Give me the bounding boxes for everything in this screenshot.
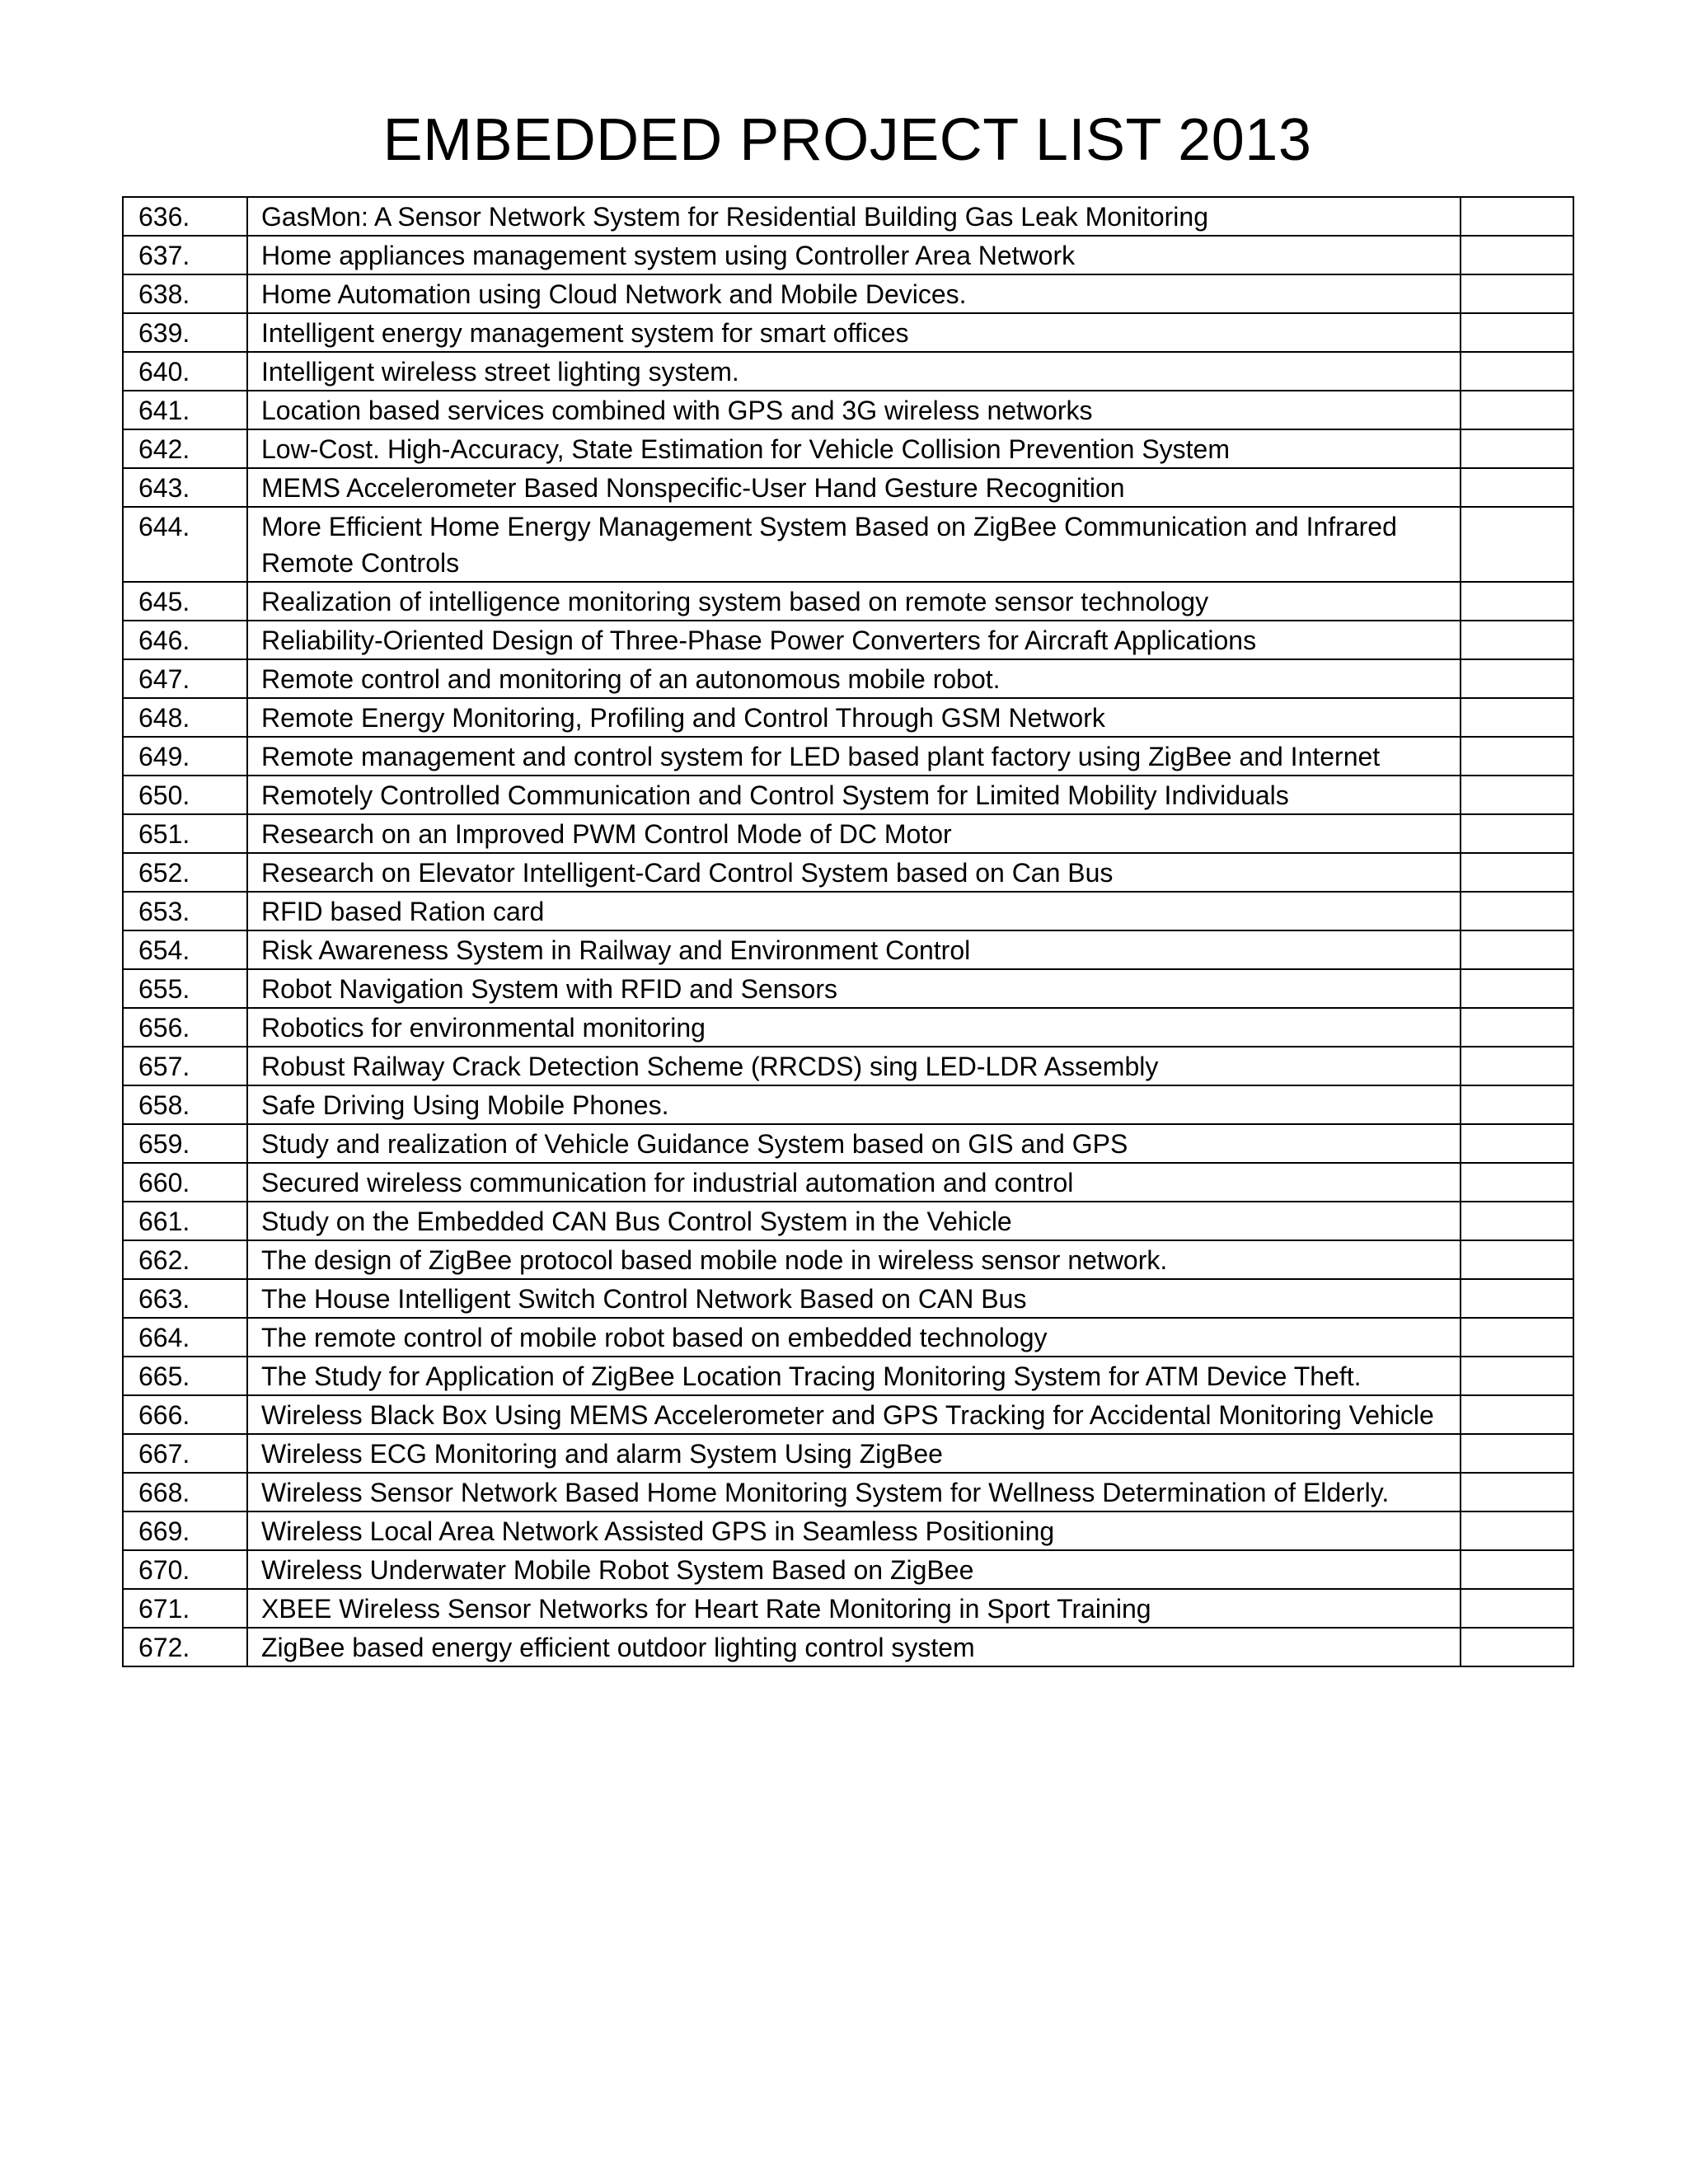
empty-cell bbox=[1461, 969, 1573, 1008]
project-number: 648. bbox=[123, 698, 247, 737]
project-number: 667. bbox=[123, 1434, 247, 1473]
table-row bbox=[123, 621, 1573, 659]
empty-cell bbox=[1461, 236, 1573, 274]
project-number: 660. bbox=[123, 1163, 247, 1202]
project-title: Wireless Sensor Network Based Home Monitoring System for Wellness Determination of Elderly. bbox=[247, 1473, 1461, 1511]
project-title: GasMon: A Sensor Network System for Residential Building Gas Leak Monitoring bbox=[247, 197, 1461, 236]
project-number: 651. bbox=[123, 814, 247, 853]
empty-cell bbox=[1461, 698, 1573, 737]
page-title: EMBEDDED PROJECT LIST 2013 bbox=[382, 107, 1312, 173]
project-title: Wireless Local Area Network Assisted GPS in Seamless Positioning bbox=[247, 1511, 1461, 1550]
table-row bbox=[123, 1357, 1573, 1395]
empty-cell bbox=[1461, 468, 1573, 507]
table-row bbox=[123, 468, 1573, 507]
project-number: 655. bbox=[123, 969, 247, 1008]
project-title: Robot Navigation System with RFID and Sensors bbox=[247, 969, 1461, 1008]
empty-cell bbox=[1461, 853, 1573, 892]
project-number: 662. bbox=[123, 1240, 247, 1279]
table-row bbox=[123, 1047, 1573, 1085]
table-row bbox=[123, 429, 1573, 468]
project-table bbox=[122, 196, 1574, 1667]
project-table-body bbox=[123, 197, 1573, 1666]
project-title: RFID based Ration card bbox=[247, 892, 1461, 930]
project-title: XBEE Wireless Sensor Networks for Heart Rate Monitoring in Sport Training bbox=[247, 1589, 1461, 1628]
table-row bbox=[123, 737, 1573, 776]
table-row bbox=[123, 1202, 1573, 1240]
table-row bbox=[123, 507, 1573, 582]
project-number: 657. bbox=[123, 1047, 247, 1085]
project-title: Remote control and monitoring of an autonomous mobile robot. bbox=[247, 659, 1461, 698]
project-number: 636. bbox=[123, 197, 247, 236]
project-number: 650. bbox=[123, 776, 247, 814]
project-title: The Study for Application of ZigBee Location Tracing Monitoring System for ATM Device Theft. bbox=[247, 1357, 1461, 1395]
table-row bbox=[123, 1395, 1573, 1434]
empty-cell bbox=[1461, 352, 1573, 391]
empty-cell bbox=[1461, 1163, 1573, 1202]
project-title: Research on Elevator Intelligent-Card Control System based on Can Bus bbox=[247, 853, 1461, 892]
empty-cell bbox=[1461, 1357, 1573, 1395]
project-title: The design of ZigBee protocol based mobile node in wireless sensor network. bbox=[247, 1240, 1461, 1279]
empty-cell bbox=[1461, 1511, 1573, 1550]
project-number: 637. bbox=[123, 236, 247, 274]
empty-cell bbox=[1461, 313, 1573, 352]
project-title: Wireless Black Box Using MEMS Accelerometer and GPS Tracking for Accidental Monitoring Vehicle bbox=[247, 1395, 1461, 1434]
project-number: 670. bbox=[123, 1550, 247, 1589]
empty-cell bbox=[1461, 1008, 1573, 1047]
project-number: 649. bbox=[123, 737, 247, 776]
project-number: 665. bbox=[123, 1357, 247, 1395]
project-title: Remote management and control system for LED based plant factory using ZigBee and Internet bbox=[247, 737, 1461, 776]
table-row bbox=[123, 814, 1573, 853]
empty-cell bbox=[1461, 1550, 1573, 1589]
project-title: The House Intelligent Switch Control Network Based on CAN Bus bbox=[247, 1279, 1461, 1318]
empty-cell bbox=[1461, 814, 1573, 853]
table-row bbox=[123, 698, 1573, 737]
empty-cell bbox=[1461, 737, 1573, 776]
table-row bbox=[123, 1163, 1573, 1202]
project-title: Realization of intelligence monitoring system based on remote sensor technology bbox=[247, 582, 1461, 621]
table-row bbox=[123, 853, 1573, 892]
project-title: Safe Driving Using Mobile Phones. bbox=[247, 1085, 1461, 1124]
project-number: 638. bbox=[123, 274, 247, 313]
project-title: MEMS Accelerometer Based Nonspecific-User Hand Gesture Recognition bbox=[247, 468, 1461, 507]
project-number: 641. bbox=[123, 391, 247, 429]
empty-cell bbox=[1461, 197, 1573, 236]
empty-cell bbox=[1461, 1318, 1573, 1357]
empty-cell bbox=[1461, 1473, 1573, 1511]
empty-cell bbox=[1461, 507, 1573, 582]
project-title: Remote Energy Monitoring, Profiling and Control Through GSM Network bbox=[247, 698, 1461, 737]
project-number: 666. bbox=[123, 1395, 247, 1434]
project-number: 639. bbox=[123, 313, 247, 352]
table-row bbox=[123, 776, 1573, 814]
table-row bbox=[123, 969, 1573, 1008]
project-number: 647. bbox=[123, 659, 247, 698]
table-row bbox=[123, 1434, 1573, 1473]
project-number: 653. bbox=[123, 892, 247, 930]
project-title: Study on the Embedded CAN Bus Control System in the Vehicle bbox=[247, 1202, 1461, 1240]
table-row bbox=[123, 236, 1573, 274]
project-number: 671. bbox=[123, 1589, 247, 1628]
project-title: Risk Awareness System in Railway and Environment Control bbox=[247, 930, 1461, 969]
project-number: 664. bbox=[123, 1318, 247, 1357]
empty-cell bbox=[1461, 1124, 1573, 1163]
empty-cell bbox=[1461, 621, 1573, 659]
project-number: 640. bbox=[123, 352, 247, 391]
table-row bbox=[123, 197, 1573, 236]
table-row bbox=[123, 313, 1573, 352]
project-number: 658. bbox=[123, 1085, 247, 1124]
project-title: Research on an Improved PWM Control Mode of DC Motor bbox=[247, 814, 1461, 853]
project-title: Intelligent wireless street lighting system. bbox=[247, 352, 1461, 391]
table-row bbox=[123, 1473, 1573, 1511]
project-title: Home appliances management system using Controller Area Network bbox=[247, 236, 1461, 274]
project-title: The remote control of mobile robot based on embedded technology bbox=[247, 1318, 1461, 1357]
project-number: 643. bbox=[123, 468, 247, 507]
project-number: 642. bbox=[123, 429, 247, 468]
project-number: 661. bbox=[123, 1202, 247, 1240]
project-title: Wireless Underwater Mobile Robot System Based on ZigBee bbox=[247, 1550, 1461, 1589]
empty-cell bbox=[1461, 1395, 1573, 1434]
project-title: Robust Railway Crack Detection Scheme (RRCDS) sing LED-LDR Assembly bbox=[247, 1047, 1461, 1085]
empty-cell bbox=[1461, 1279, 1573, 1318]
project-title: Reliability-Oriented Design of Three-Phase Power Converters for Aircraft Applications bbox=[247, 621, 1461, 659]
table-row bbox=[123, 1318, 1573, 1357]
table-row bbox=[123, 391, 1573, 429]
empty-cell bbox=[1461, 1240, 1573, 1279]
table-row bbox=[123, 274, 1573, 313]
project-title: Home Automation using Cloud Network and Mobile Devices. bbox=[247, 274, 1461, 313]
empty-cell bbox=[1461, 892, 1573, 930]
empty-cell bbox=[1461, 1047, 1573, 1085]
project-number: 644. bbox=[123, 507, 247, 582]
project-number: 646. bbox=[123, 621, 247, 659]
project-number: 654. bbox=[123, 930, 247, 969]
table-row bbox=[123, 1085, 1573, 1124]
empty-cell bbox=[1461, 391, 1573, 429]
table-row bbox=[123, 1279, 1573, 1318]
project-title: ZigBee based energy efficient outdoor lighting control system bbox=[247, 1628, 1461, 1666]
empty-cell bbox=[1461, 582, 1573, 621]
project-title: Location based services combined with GPS and 3G wireless networks bbox=[247, 391, 1461, 429]
empty-cell bbox=[1461, 776, 1573, 814]
empty-cell bbox=[1461, 659, 1573, 698]
project-number: 652. bbox=[123, 853, 247, 892]
project-number: 645. bbox=[123, 582, 247, 621]
table-row bbox=[123, 582, 1573, 621]
project-number: 663. bbox=[123, 1279, 247, 1318]
project-number: 656. bbox=[123, 1008, 247, 1047]
empty-cell bbox=[1461, 1589, 1573, 1628]
project-title: Study and realization of Vehicle Guidance System based on GIS and GPS bbox=[247, 1124, 1461, 1163]
table-row bbox=[123, 1511, 1573, 1550]
table-row bbox=[123, 1628, 1573, 1666]
table-row bbox=[123, 1124, 1573, 1163]
project-title: Wireless ECG Monitoring and alarm System Using ZigBee bbox=[247, 1434, 1461, 1473]
project-title: More Efficient Home Energy Management System Based on ZigBee Communication and Infrared Remote Controls bbox=[247, 507, 1461, 582]
project-number: 669. bbox=[123, 1511, 247, 1550]
project-title: Remotely Controlled Communication and Control System for Limited Mobility Individuals bbox=[247, 776, 1461, 814]
project-number: 668. bbox=[123, 1473, 247, 1511]
project-title: Intelligent energy management system for smart offices bbox=[247, 313, 1461, 352]
project-number: 659. bbox=[123, 1124, 247, 1163]
project-title: Secured wireless communication for industrial automation and control bbox=[247, 1163, 1461, 1202]
table-row bbox=[123, 659, 1573, 698]
table-row bbox=[123, 352, 1573, 391]
empty-cell bbox=[1461, 429, 1573, 468]
project-title: Low-Cost. High-Accuracy, State Estimation for Vehicle Collision Prevention System bbox=[247, 429, 1461, 468]
table-row bbox=[123, 930, 1573, 969]
empty-cell bbox=[1461, 1434, 1573, 1473]
empty-cell bbox=[1461, 930, 1573, 969]
project-title: Robotics for environmental monitoring bbox=[247, 1008, 1461, 1047]
project-number: 672. bbox=[123, 1628, 247, 1666]
empty-cell bbox=[1461, 1202, 1573, 1240]
table-row bbox=[123, 1589, 1573, 1628]
table-row bbox=[123, 892, 1573, 930]
empty-cell bbox=[1461, 1085, 1573, 1124]
empty-cell bbox=[1461, 274, 1573, 313]
empty-cell bbox=[1461, 1628, 1573, 1666]
table-row bbox=[123, 1240, 1573, 1279]
table-row bbox=[123, 1008, 1573, 1047]
table-row bbox=[123, 1550, 1573, 1589]
